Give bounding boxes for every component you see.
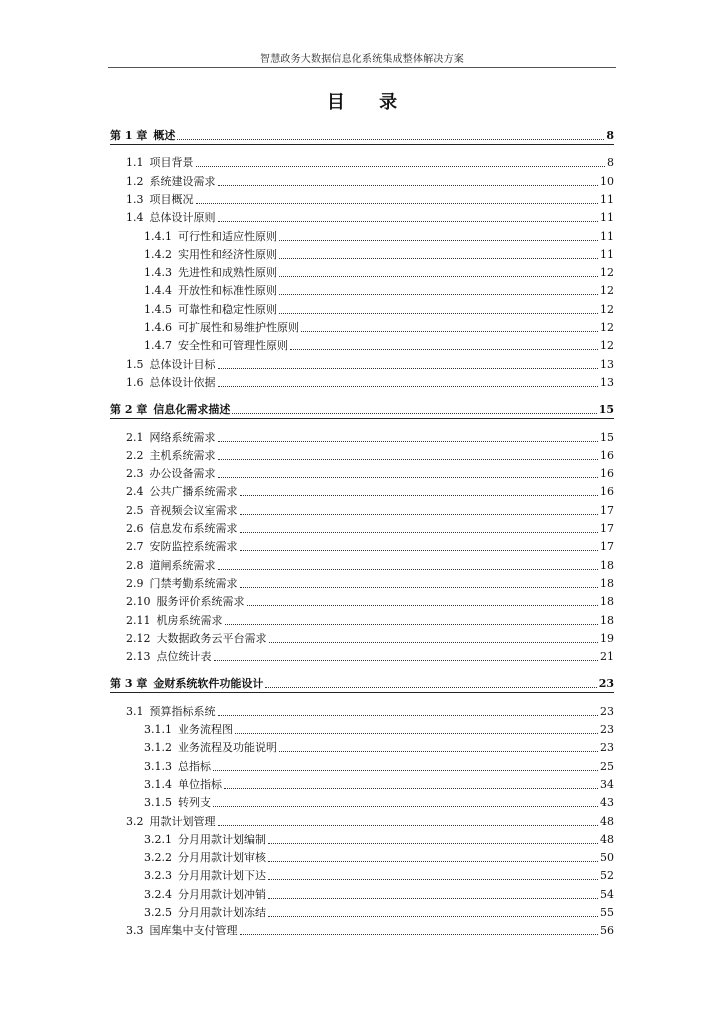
toc-entry-label: 音视频会议室需求 [149,503,238,517]
toc-entry[interactable] [144,301,614,317]
toc-entry[interactable] [126,209,614,225]
toc-entry-number: 2.2 [126,448,144,462]
toc-entry-page-number: 55 [600,906,614,919]
dot-leader [247,604,599,606]
toc-entry-number: 1.4.2 [144,247,172,261]
dot-leader [279,750,598,752]
dot-leader [240,586,599,588]
toc-entry-page-number: 8 [607,156,614,170]
toc-entry-number: 3.2.1 [144,832,172,846]
toc-entry-page-number: 12 [600,266,614,280]
toc-entry[interactable] [144,904,614,920]
toc-entry-label: 道闸系统需求 [149,558,216,572]
toc-entry[interactable] [126,356,614,372]
toc-entry-number: 3.1.2 [144,741,172,755]
dot-leader [213,805,598,807]
toc-entry-number: 3.2.5 [144,906,172,919]
dot-leader [218,220,599,222]
toc-entry-number: 2.9 [126,576,144,590]
toc-entry-page-number: 18 [600,558,614,572]
toc-entry[interactable] [144,867,614,883]
toc-entry[interactable] [144,849,614,865]
toc-entry-number: 3.1 [126,704,144,718]
dot-leader [290,348,598,350]
dot-leader [214,659,599,661]
toc-entry-page-number: 13 [600,375,614,389]
toc-entry-number: 2.6 [126,522,144,535]
toc-entry[interactable] [126,465,614,481]
toc-entry-page-number: 17 [600,503,614,517]
dot-leader [268,897,598,899]
toc-entry-page-number: 23 [598,677,614,691]
toc-entry-label: 信息化需求描述 [153,403,231,417]
dot-leader [218,476,599,478]
toc-entry-label: 服务评价系统需求 [156,595,245,609]
toc-entry[interactable] [126,648,614,664]
toc-entry-page-number: 17 [600,540,614,554]
toc-entry-number: 2.5 [126,503,144,517]
toc-entry-page-number: 16 [600,485,614,499]
dot-leader [301,330,598,332]
toc-entry-number: 3.2.4 [144,887,172,901]
toc-entry-page-number: 52 [600,869,614,883]
toc-entry-number: 第 3 章 [110,677,148,691]
toc-entry-label: 可靠性和稳定性原则 [178,302,277,316]
toc-entry-page-number: 16 [600,467,614,481]
toc-entry-number: 1.5 [126,357,144,371]
toc-entry-number: 2.13 [126,650,151,664]
toc-entry-number: 第 1 章 [110,129,148,142]
toc-entry-label: 分月用款计划编制 [178,832,266,846]
toc-chapter-entry[interactable] [110,675,614,691]
dot-leader [218,440,599,442]
dot-leader [213,769,598,771]
toc-entry-label: 开放性和标准性原则 [178,284,277,298]
dot-leader [265,686,596,688]
toc-entry-page-number: 50 [600,851,614,865]
dot-leader [279,257,598,259]
toc-entry[interactable] [126,557,614,573]
toc-entry-label: 总体设计原则 [149,211,216,225]
toc-entry-page-number: 17 [600,522,614,535]
toc-entry-label: 先进性和成熟性原则 [178,266,277,280]
toc-entry-label: 项目背景 [149,156,194,170]
toc-entry-label: 业务流程图 [178,723,233,736]
dot-leader [218,568,599,570]
dot-leader [279,293,598,295]
toc-entry-number: 3.2 [126,814,144,828]
dot-leader [279,312,598,314]
toc-entry[interactable] [126,922,614,938]
toc-entry-number: 2.4 [126,485,144,499]
toc-entry-label: 点位统计表 [156,650,212,664]
toc-entry[interactable] [144,721,614,737]
toc-entry[interactable] [126,703,614,719]
toc-entry-page-number: 21 [600,650,614,664]
dot-leader [240,549,599,551]
dot-leader [240,531,599,533]
toc-entry[interactable] [126,575,614,591]
toc-entry-label: 用款计划管理 [149,814,216,828]
toc-entry-number: 2.12 [126,631,151,645]
toc-entry-page-number: 16 [600,448,614,462]
dot-leader [196,165,606,167]
toc-entry-label: 安防监控系统需求 [149,540,238,554]
toc-entry-page-number: 23 [600,723,614,736]
toc-entry-number: 3.1.5 [144,796,172,810]
toc-entry-label: 概述 [153,129,176,142]
toc-entry[interactable] [144,794,614,810]
toc-entry-page-number: 12 [600,339,614,353]
header-rule [108,67,616,68]
toc-entry-page-number: 19 [600,631,614,645]
dot-leader [177,138,604,140]
running-header: 智慧政务大数据信息化系统集成整体解决方案 [260,54,464,65]
toc-entry-page-number: 12 [600,321,614,334]
dot-leader [232,412,596,414]
toc-entry-page-number: 8 [606,129,614,142]
toc-entry-number: 1.6 [126,375,144,389]
toc-entry-number: 1.3 [126,192,144,206]
toc-entry[interactable] [126,483,614,499]
chapter-rule [110,418,614,419]
toc-entry[interactable] [144,264,614,280]
toc-entry-page-number: 54 [600,887,614,901]
toc-entry-label: 分月用款计划审核 [178,851,266,865]
dot-leader [224,787,598,789]
dot-leader [218,385,599,387]
toc-entry-label: 转列支 [178,796,211,810]
toc-entry[interactable] [144,319,614,335]
toc-entry-label: 系统建设需求 [149,174,216,188]
toc-entry-number: 1.1 [126,156,144,170]
toc-entry[interactable] [144,228,614,244]
toc-entry-page-number: 48 [600,832,614,846]
toc-entry-number: 1.4.7 [144,339,172,353]
toc-entry-label: 分月用款计划冲销 [178,887,266,901]
toc-entry-label: 机房系统需求 [156,613,223,627]
toc-entry-number: 3.1.3 [144,759,172,773]
toc-entry-page-number: 11 [600,229,614,243]
dot-leader [225,623,599,625]
toc-entry-page-number: 10 [600,174,614,188]
toc-entry-page-number: 18 [600,613,614,627]
toc-entry-label: 总指标 [178,759,211,773]
toc-chapter-entry[interactable] [110,401,614,417]
chapter-rule [110,144,614,145]
toc-entry-page-number: 48 [600,814,614,828]
toc-entry[interactable] [144,831,614,847]
toc-entry[interactable] [126,813,614,829]
toc-entry-page-number: 18 [600,595,614,609]
dot-leader [218,714,599,716]
toc-entry-page-number: 34 [600,777,614,791]
dot-leader [268,915,598,917]
toc-entry-number: 3.1.4 [144,777,172,791]
toc-entry-number: 1.4.3 [144,266,172,280]
dot-leader [218,184,599,186]
dot-leader [218,367,599,369]
toc-entry[interactable] [144,739,614,755]
toc-entry-label: 业务流程及功能说明 [178,741,277,755]
toc-entry-label: 办公设备需求 [149,467,216,481]
toc-entry-number: 3.3 [126,924,144,938]
toc-entry-label: 信息发布系统需求 [149,522,238,535]
toc-entry[interactable] [126,429,614,445]
toc-entry-label: 安全性和可管理性原则 [178,339,288,353]
toc-entry-page-number: 11 [600,192,614,206]
toc-title: 目 录 [326,92,412,113]
toc-entry[interactable] [144,776,614,792]
dot-leader [218,458,599,460]
dot-leader [240,513,599,515]
toc-entry-label: 门禁考勤系统需求 [149,576,238,590]
toc-entry[interactable] [126,520,614,536]
toc-entry[interactable] [144,886,614,902]
dot-leader [279,239,598,241]
dot-leader [269,641,599,643]
toc-entry-page-number: 43 [600,796,614,810]
toc-entry-label: 大数据政务云平台需求 [156,631,267,645]
toc-entry-number: 2.8 [126,558,144,572]
toc-entry[interactable] [126,173,614,189]
toc-entry[interactable] [126,374,614,390]
toc-entry[interactable] [126,447,614,463]
dot-leader [240,933,599,935]
toc-entry[interactable] [126,191,614,207]
toc-entry-page-number: 15 [600,430,614,444]
toc-entry-label: 单位指标 [178,777,222,791]
toc-entry[interactable] [144,246,614,262]
toc-entry-label: 预算指标系统 [149,704,216,718]
toc-entry[interactable] [144,282,614,298]
toc-entry-page-number: 15 [598,403,614,417]
toc-entry-page-number: 56 [600,924,614,938]
toc-entry-number: 1.2 [126,174,144,188]
toc-entry-page-number: 11 [600,211,614,225]
toc-entry-label: 总体设计目标 [149,357,216,371]
toc-entry-label: 分月用款计划冻结 [178,906,266,919]
toc-entry[interactable] [126,612,614,628]
toc-entry-label: 网络系统需求 [149,430,216,444]
toc-entry-label: 实用性和经济性原则 [178,247,277,261]
toc-entry[interactable] [144,337,614,353]
dot-leader [279,275,598,277]
toc-entry-label: 金财系统软件功能设计 [153,677,264,691]
toc-entry-number: 2.1 [126,430,144,444]
dot-leader [268,878,598,880]
toc-entry-number: 1.4.6 [144,321,172,334]
toc-entry-page-number: 11 [600,247,614,261]
toc-entry-page-number: 12 [600,284,614,298]
toc-entry-page-number: 18 [600,576,614,590]
toc-chapter-entry[interactable] [110,127,614,143]
toc-entry-page-number: 25 [600,759,614,773]
toc-entry-page-number: 12 [600,302,614,316]
dot-leader [240,494,599,496]
toc-entry-label: 分月用款计划下达 [178,869,266,883]
dot-leader [268,842,598,844]
toc-entry-number: 1.4.4 [144,284,172,298]
toc-entry-page-number: 13 [600,357,614,371]
toc-entry-label: 项目概况 [149,192,194,206]
toc-entry-label: 国库集中支付管理 [149,924,238,938]
toc-entry-number: 1.4 [126,211,144,225]
toc-entry-label: 可行性和适应性原则 [178,229,277,243]
toc-entry-number: 3.2.3 [144,869,172,883]
toc-entry-number: 3.1.1 [144,723,172,736]
toc-entry-number: 2.10 [126,595,151,609]
toc-entry-label: 总体设计依据 [149,375,216,389]
toc-entry-number: 1.4.1 [144,229,172,243]
toc-entry-label: 公共广播系统需求 [149,485,238,499]
toc-entry[interactable] [126,538,614,554]
toc-entry[interactable] [144,758,614,774]
toc-entry[interactable] [126,154,614,170]
toc-entry-label: 可扩展性和易维护性原则 [178,321,299,334]
toc-entry-label: 主机系统需求 [149,448,216,462]
chapter-rule [110,692,614,693]
toc-entry-number: 2.3 [126,467,144,481]
toc-entry[interactable] [126,630,614,646]
toc-entry-number: 2.7 [126,540,144,554]
toc-entry-page-number: 23 [600,741,614,755]
toc-entry[interactable] [126,593,614,609]
dot-leader [196,202,599,204]
toc-entry-page-number: 23 [600,704,614,718]
toc-entry-number: 第 2 章 [110,403,148,417]
dot-leader [218,824,599,826]
toc-entry-number: 1.4.5 [144,302,172,316]
dot-leader [268,860,598,862]
toc-entry-number: 3.2.2 [144,851,172,865]
toc-entry[interactable] [126,502,614,518]
toc-entry-number: 2.11 [126,613,151,627]
dot-leader [235,732,598,734]
